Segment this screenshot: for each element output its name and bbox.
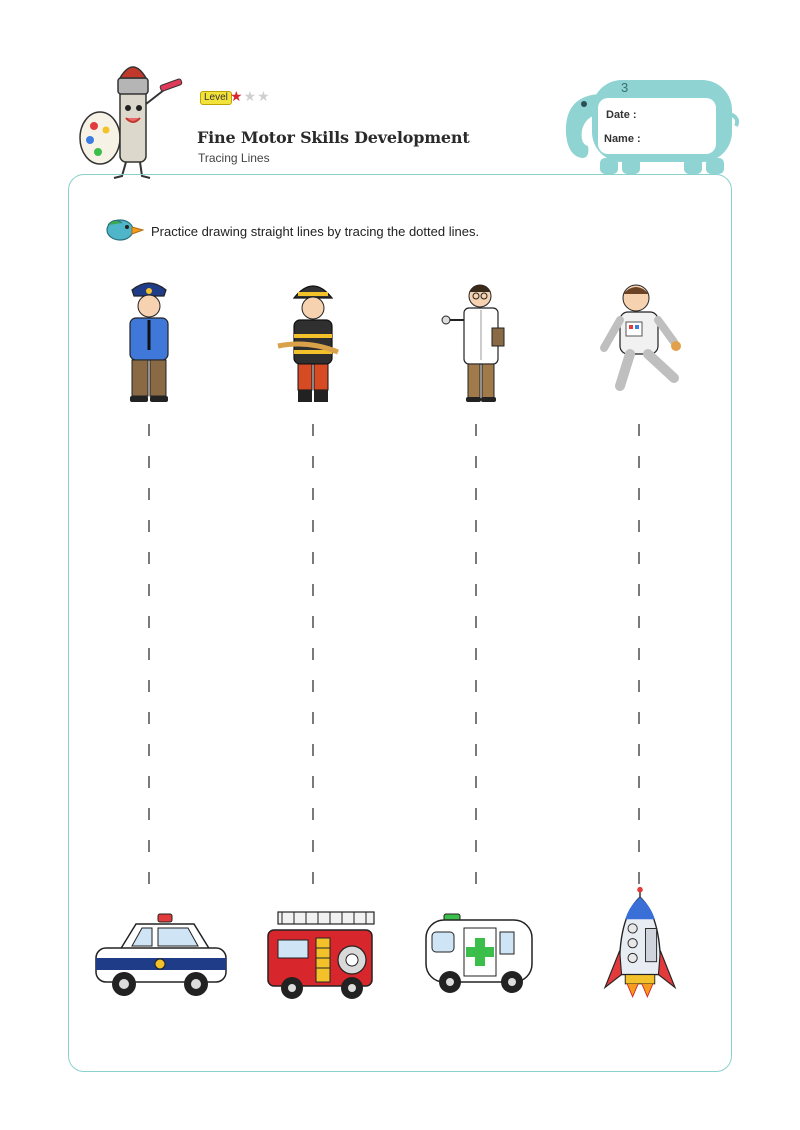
police-car-icon xyxy=(90,898,230,1018)
instruction-text: Practice drawing straight lines by tracing the dotted lines. xyxy=(151,224,480,239)
astronaut-icon xyxy=(598,276,688,406)
date-field-label: Date : xyxy=(606,109,637,121)
tracing-line-3[interactable] xyxy=(474,424,478,886)
star-empty-icon: ★ xyxy=(257,88,271,104)
level-badge: Level xyxy=(200,91,232,105)
firefighter-icon xyxy=(268,276,358,406)
worksheet-subtitle: Tracing Lines xyxy=(198,151,270,165)
rocket-icon xyxy=(570,886,710,1006)
fire-truck-icon xyxy=(258,898,398,1018)
elephant-name-card-icon xyxy=(560,74,740,178)
doctor-icon xyxy=(432,276,522,406)
page-number: 3 xyxy=(621,80,629,95)
bird-icon xyxy=(104,215,144,243)
level-stars xyxy=(230,88,271,105)
worksheet-title: Fine Motor Skills Development xyxy=(197,128,470,147)
tracing-line-4[interactable] xyxy=(637,424,641,886)
name-field-label: Name : xyxy=(604,133,641,145)
paintbrush-mascot-icon xyxy=(76,56,186,182)
ambulance-icon xyxy=(418,898,558,1018)
star-empty-icon: ★ xyxy=(243,88,258,104)
star-filled-icon: ★ xyxy=(230,88,244,104)
tracing-line-2[interactable] xyxy=(311,424,315,886)
police-officer-icon xyxy=(104,276,194,406)
tracing-line-1[interactable] xyxy=(147,424,151,886)
